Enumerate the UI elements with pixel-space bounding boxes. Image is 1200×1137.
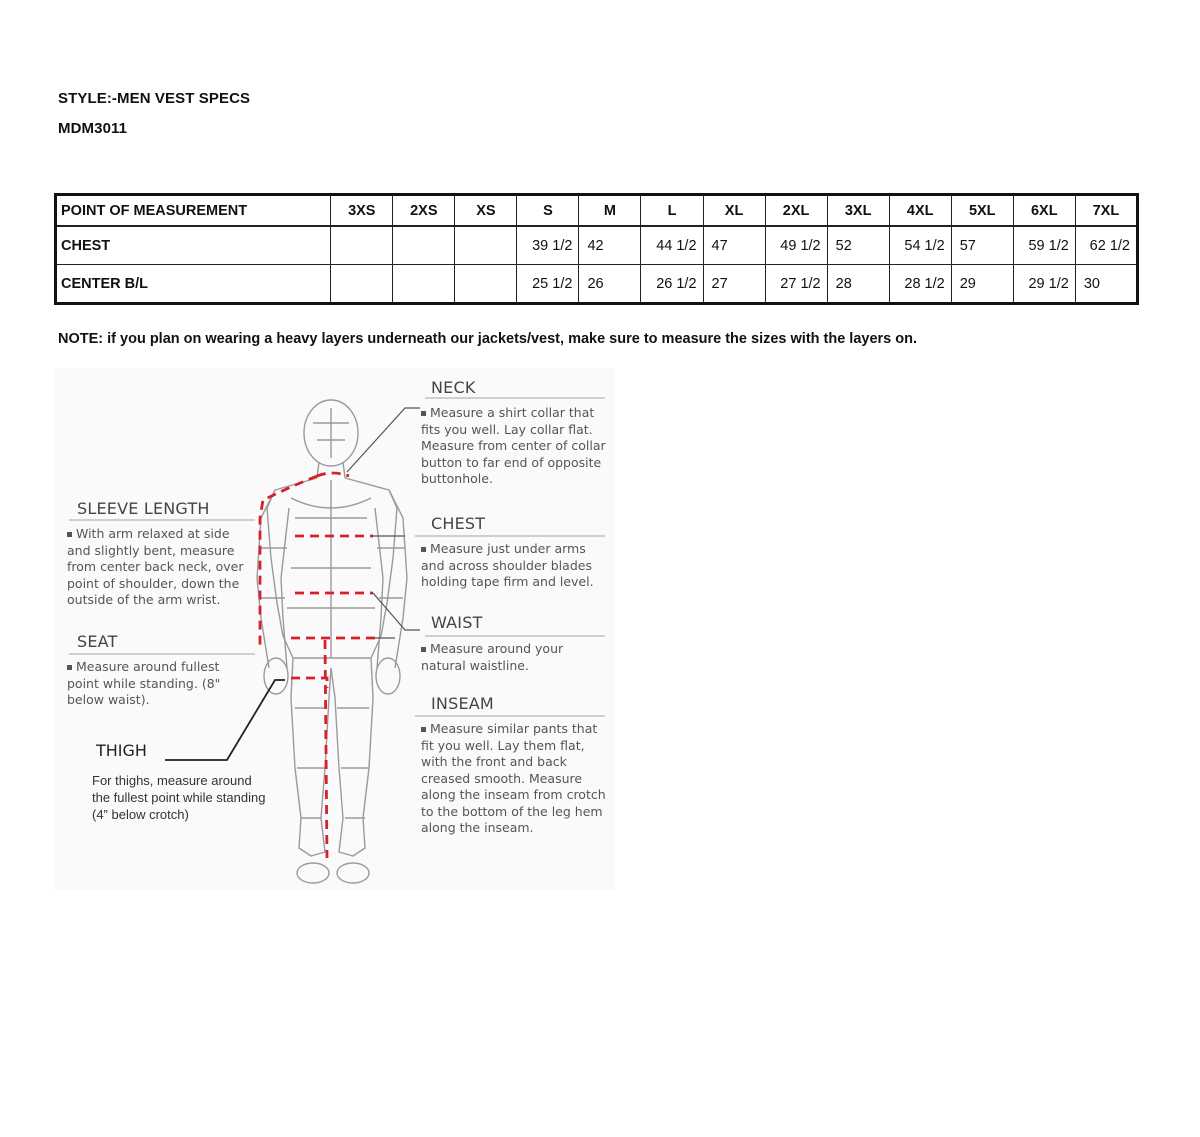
- header-cell: 7XL: [1075, 195, 1137, 227]
- table-cell: [455, 226, 517, 265]
- neck-title: NECK: [431, 378, 476, 397]
- bullet-icon: [421, 647, 426, 652]
- header-cell: 6XL: [1013, 195, 1075, 227]
- seat-description-text: Measure around fullest point while standing. (8" below waist).: [67, 659, 221, 707]
- table-cell: 59 1/2: [1013, 226, 1075, 265]
- inseam-description-text: Measure similar pants that fit you well. Lay them flat, with the front and back creased smooth. Measure along the inseam from crotch to the bottom of the leg hem along the inseam.: [421, 721, 606, 835]
- table-cell: 54 1/2: [889, 226, 951, 265]
- seat-description: [67, 659, 227, 709]
- sleeve-length-description: [67, 526, 247, 609]
- table-cell: 26: [579, 265, 641, 304]
- table-cell: [393, 265, 455, 304]
- header-cell: L: [641, 195, 703, 227]
- thigh-title: THIGH: [96, 741, 147, 760]
- chest-title: CHEST: [431, 514, 486, 533]
- table-cell: 57: [951, 226, 1013, 265]
- waist-description: [421, 641, 611, 674]
- header-cell: 2XL: [765, 195, 827, 227]
- waist-description-text: Measure around your natural waistline.: [421, 641, 564, 673]
- layering-note: NOTE: if you plan on wearing a heavy layers underneath our jackets/vest, make sure to measure the sizes with the layers on.: [58, 331, 918, 347]
- sleeve-length-title: SLEEVE LENGTH: [77, 499, 210, 518]
- thigh-description: For thighs, measure around the fullest point while standing (4” below crotch): [92, 773, 266, 822]
- table-cell: 26 1/2: [641, 265, 703, 304]
- table-cell: 25 1/2: [517, 265, 579, 304]
- measurement-diagram: [55, 368, 615, 890]
- inseam-title: INSEAM: [431, 694, 494, 713]
- bullet-icon: [421, 727, 426, 732]
- header-cell: POINT OF MEASUREMENT: [56, 195, 331, 227]
- size-spec-table: [54, 193, 1139, 305]
- table-header-row: [56, 195, 1138, 227]
- bullet-icon: [67, 665, 72, 670]
- bullet-icon: [421, 547, 426, 552]
- bullet-icon: [67, 532, 72, 537]
- header-cell: 5XL: [951, 195, 1013, 227]
- chest-description-text: Measure just under arms and across shoulder blades holding tape firm and level.: [421, 541, 594, 589]
- table-row-center-bl: [56, 265, 1138, 304]
- table-cell: [331, 226, 393, 265]
- table-cell: [455, 265, 517, 304]
- neck-description-text: Measure a shirt collar that fits you well. Lay collar flat. Measure from center of collar button to far end of opposite buttonhole.: [421, 405, 606, 486]
- header-cell: 3XL: [827, 195, 889, 227]
- table-row-chest: [56, 226, 1138, 265]
- table-cell: [331, 265, 393, 304]
- chest-description: [421, 541, 611, 591]
- neck-description: [421, 405, 611, 488]
- header-cell: M: [579, 195, 641, 227]
- table-cell: 62 1/2: [1075, 226, 1137, 265]
- table-cell: 44 1/2: [641, 226, 703, 265]
- table-cell: 29 1/2: [1013, 265, 1075, 304]
- table-cell: 27 1/2: [765, 265, 827, 304]
- table-cell: 42: [579, 226, 641, 265]
- table-cell: 49 1/2: [765, 226, 827, 265]
- table-cell: [393, 226, 455, 265]
- row-label: CENTER B/L: [56, 265, 331, 304]
- table-cell: 47: [703, 226, 765, 265]
- header-cell: XL: [703, 195, 765, 227]
- sleeve-length-description-text: With arm relaxed at side and slightly bent, measure from center back neck, over point of shoulder, down the outside of the arm wrist.: [67, 526, 244, 607]
- header-cell: 4XL: [889, 195, 951, 227]
- style-title: STYLE:-MEN VEST SPECS: [58, 90, 251, 107]
- table-cell: 52: [827, 226, 889, 265]
- table-cell: 29: [951, 265, 1013, 304]
- table-cell: 28 1/2: [889, 265, 951, 304]
- header-cell: 2XS: [393, 195, 455, 227]
- table-cell: 28: [827, 265, 889, 304]
- header-cell: XS: [455, 195, 517, 227]
- inseam-description: [421, 721, 611, 837]
- table-cell: 30: [1075, 265, 1137, 304]
- header-cell: 3XS: [331, 195, 393, 227]
- style-code: MDM3011: [58, 120, 128, 137]
- waist-title: WAIST: [431, 613, 483, 632]
- table-cell: 39 1/2: [517, 226, 579, 265]
- header-cell: S: [517, 195, 579, 227]
- row-label: CHEST: [56, 226, 331, 265]
- seat-title: SEAT: [77, 632, 118, 651]
- bullet-icon: [421, 411, 426, 416]
- table-cell: 27: [703, 265, 765, 304]
